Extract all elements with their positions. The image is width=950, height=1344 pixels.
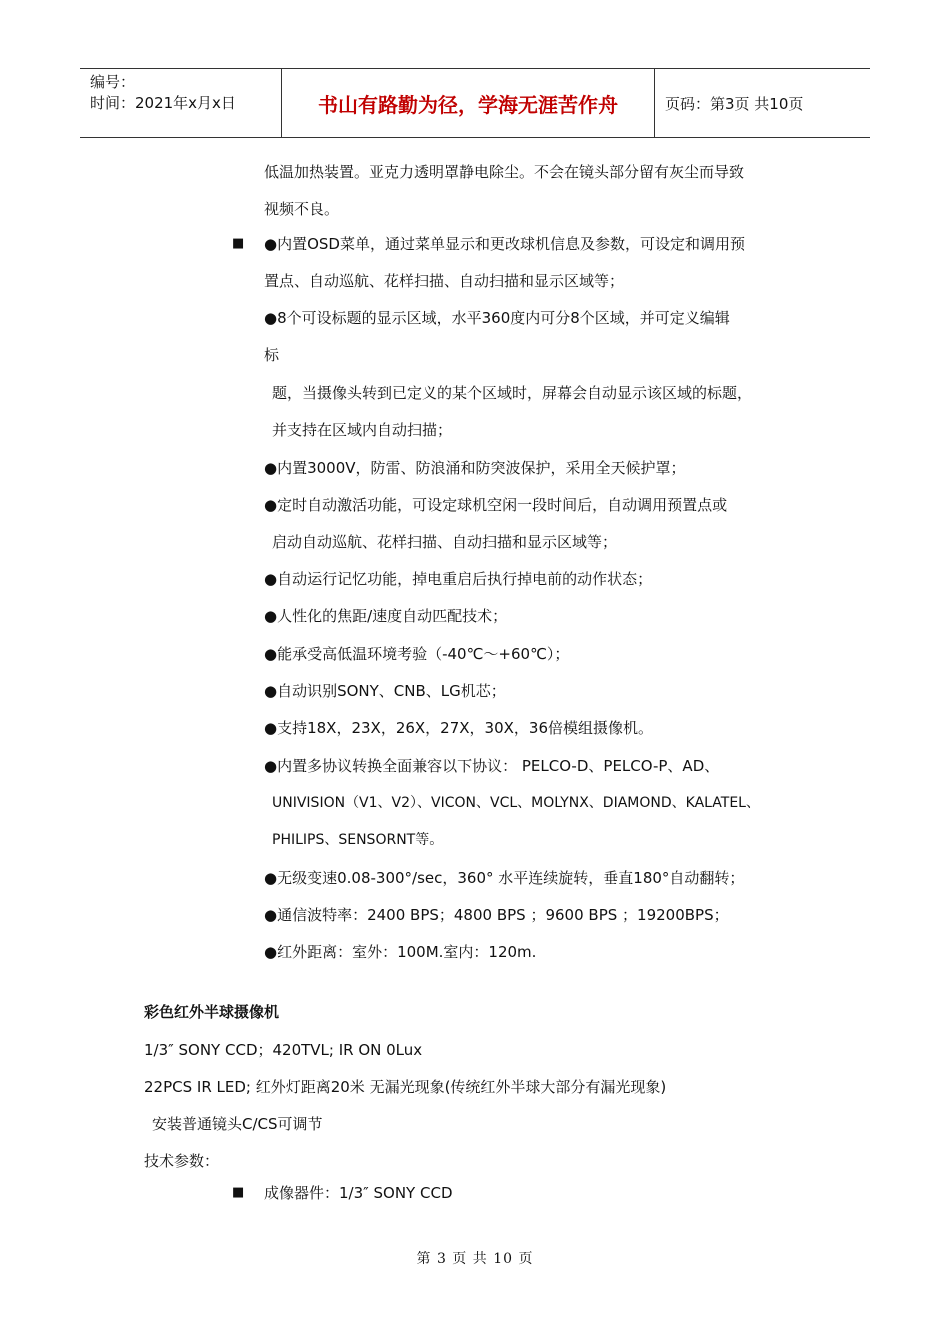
body-line: ●8个可设标题的显示区域，水平360度内可分8个区域，并可定义编辑	[264, 309, 730, 327]
body-line: ●自动运行记忆功能，掉电重启后执行掉电前的动作状态；	[264, 570, 653, 588]
bullet-square-icon: ■	[232, 236, 245, 251]
header-left-cell	[80, 69, 282, 137]
section-line: 安装普通镜头C/CS可调节	[152, 1115, 323, 1133]
body-line: PHILIPS、SENSORNT等。	[272, 832, 444, 848]
section-title: 彩色红外半球摄像机	[144, 1003, 280, 1021]
body-line: 并支持在区域内自动扫描；	[272, 421, 453, 439]
section-line: 1/3″ SONY CCD；420TVL; IR ON 0Lux	[144, 1041, 423, 1059]
body-line: ●能承受高低温环境考验（-40℃～+60℃）；	[264, 645, 570, 663]
body-line: ●定时自动激活功能，可设定球机空闲一段时间后，自动调用预置点或	[264, 496, 728, 514]
body-line: ●内置多协议转换全面兼容以下协议： PELCO-D、PELCO-P、AD、	[264, 757, 720, 775]
body-line: ●无级变速0.08-300°/sec，360° 水平连续旋转，垂直180°自动翻转；	[264, 869, 745, 887]
body-line: ●通信波特率：2400 BPS；4800 BPS ；9600 BPS ；19200BPS；	[264, 906, 729, 924]
document-header	[80, 68, 870, 138]
body-line: 启动自动巡航、花样扫描、自动扫描和显示区域等；	[272, 533, 618, 551]
body-line: 标	[264, 346, 280, 364]
header-page-info: 页码：第3页 共10页	[665, 94, 804, 113]
document-number-label: 编号：	[90, 73, 136, 91]
body-line: ●自动识别SONY、CNB、LG机芯；	[264, 682, 506, 700]
body-line: ●内置3000V，防雷、防浪涌和防突波保护，采用全天候护罩；	[264, 459, 686, 477]
bullet-square-icon: ■	[232, 1185, 245, 1200]
document-time-label: 时间：2021年x月x日	[90, 94, 236, 112]
body-line: ●红外距离：室外：100M.室内：120m.	[264, 943, 537, 961]
body-line: ●内置OSD菜单，通过菜单显示和更改球机信息及参数，可设定和调用预	[264, 235, 745, 253]
header-motto: 书山有路勤为径，学海无涯苦作舟	[282, 69, 655, 137]
body-line: ●支持18X，23X，26X，27X，30X，36倍模组摄像机。	[264, 719, 653, 737]
body-line: 置点、自动巡航、花样扫描、自动扫描和显示区域等；	[264, 272, 625, 290]
body-line: 视频不良。	[264, 200, 340, 218]
body-line: 低温加热装置。亚克力透明罩静电除尘。不会在镜头部分留有灰尘而导致	[264, 163, 745, 181]
section-line: 技术参数：	[144, 1152, 220, 1170]
page-footer: 第 3 页 共 10 页	[416, 1251, 534, 1267]
body-line: ●人性化的焦距/速度自动匹配技术；	[264, 607, 508, 625]
section-line: 22PCS IR LED; 红外灯距离20米 无漏光现象(传统红外半球大部分有漏光现象)	[144, 1078, 667, 1096]
body-line: 题，当摄像头转到已定义的某个区域时，屏幕会自动显示该区域的标题，	[272, 384, 753, 402]
body-line: UNIVISION（V1、V2）、VICON、VCL、MOLYNX、DIAMOND、KALATEL、	[272, 795, 760, 811]
spec-line: 成像器件：1/3″ SONY CCD	[264, 1184, 453, 1202]
